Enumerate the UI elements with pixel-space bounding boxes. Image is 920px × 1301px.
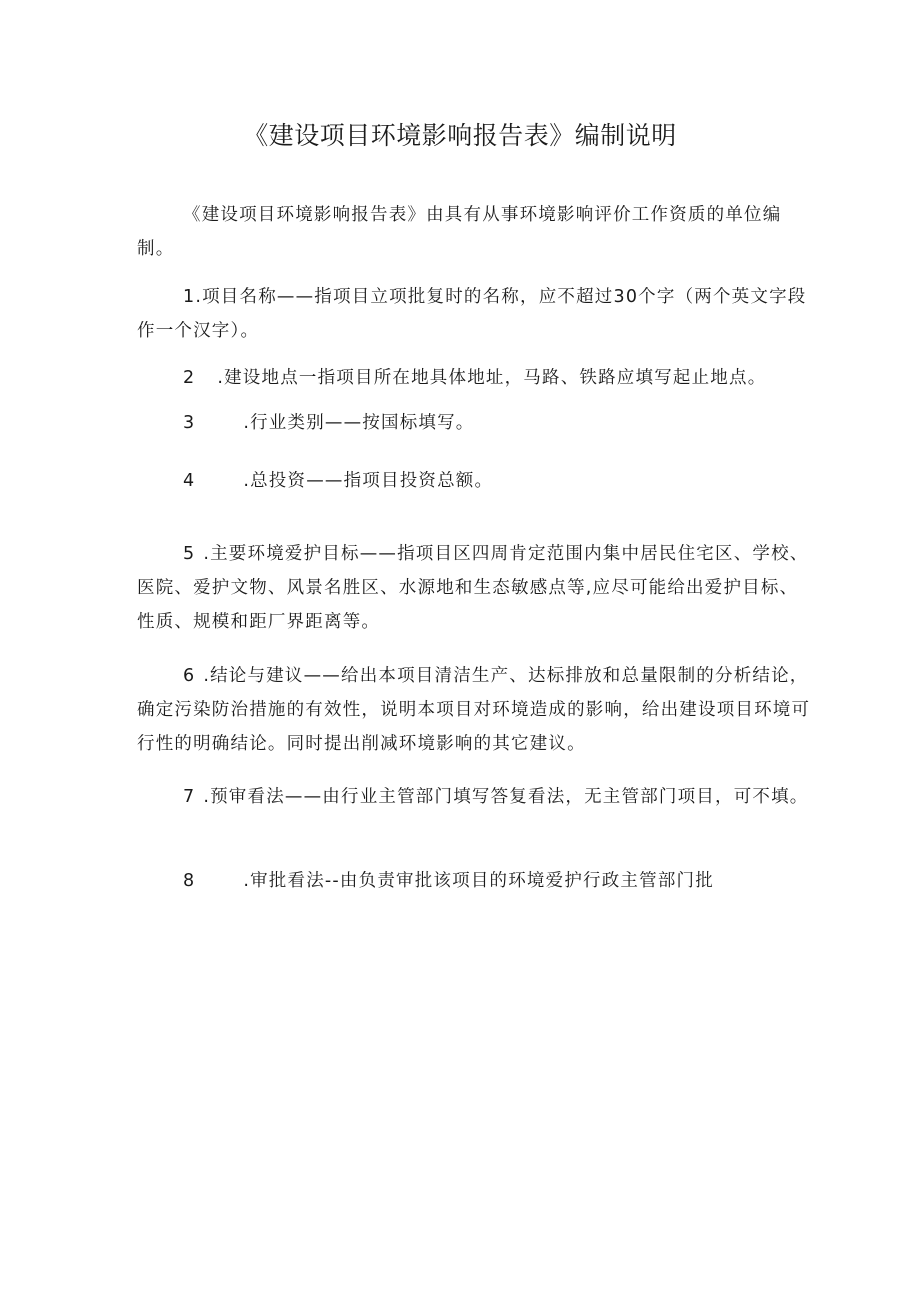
item-5	[137, 537, 815, 639]
item-2	[137, 361, 815, 395]
item-1-text: 项目名称——指项目立项批复时的名称，应不超过30个字（两个英文字段作一个汉字）。	[137, 287, 807, 341]
item-7	[137, 780, 815, 814]
item-7-number: 7	[183, 787, 196, 807]
intro-paragraph: 《建设项目环境影响报告表》由具有从事环境影响评价工作资质的单位编制。	[137, 205, 782, 259]
item-7-text: .预审看法——由行业主管部门填写答复看法，无主管部门项目，可不填。	[203, 787, 809, 807]
item-4-number: 4	[183, 471, 196, 491]
item-6-number: 6	[183, 666, 196, 686]
item-8-text: .审批看法--由负责审批该项目的环境爱护行政主管部门批	[243, 871, 714, 891]
item-4-text: .总投资——指项目投资总额。	[243, 471, 494, 491]
item-5-number: 5	[183, 544, 196, 564]
item-2-number: 2	[183, 368, 196, 388]
item-2-text: .建设地点一指项目所在地具体地址，马路、铁路应填写起止地点。	[217, 368, 767, 388]
item-8-number: 8	[183, 871, 196, 891]
item-3-number: 3	[183, 413, 196, 433]
document-title: 《建设项目环境影响报告表》编制说明	[243, 121, 677, 150]
item-4	[137, 464, 815, 498]
item-1	[137, 280, 815, 348]
item-3	[137, 406, 815, 440]
item-6-text: .结论与建议——给出本项目清洁生产、达标排放和总量限制的分析结论，确定污染防治措施的有效性，说明本项目对环境造成的影响，给出建设项目环境可行性的明确结论。同时提出削减环境影响的其它建议。	[137, 666, 811, 754]
item-6	[137, 659, 815, 761]
item-3-text: .行业类别——按国标填写。	[243, 413, 475, 433]
item-1-number: 1.	[183, 287, 203, 307]
item-5-text: .主要环境爱护目标——指项目区四周肯定范围内集中居民住宅区、学校、医院、爱护文物、风景名胜区、水源地和生态敏感点等,应尽可能给出爱护目标、性质、规模和距厂界距离等。	[137, 544, 809, 632]
item-8	[137, 864, 815, 898]
